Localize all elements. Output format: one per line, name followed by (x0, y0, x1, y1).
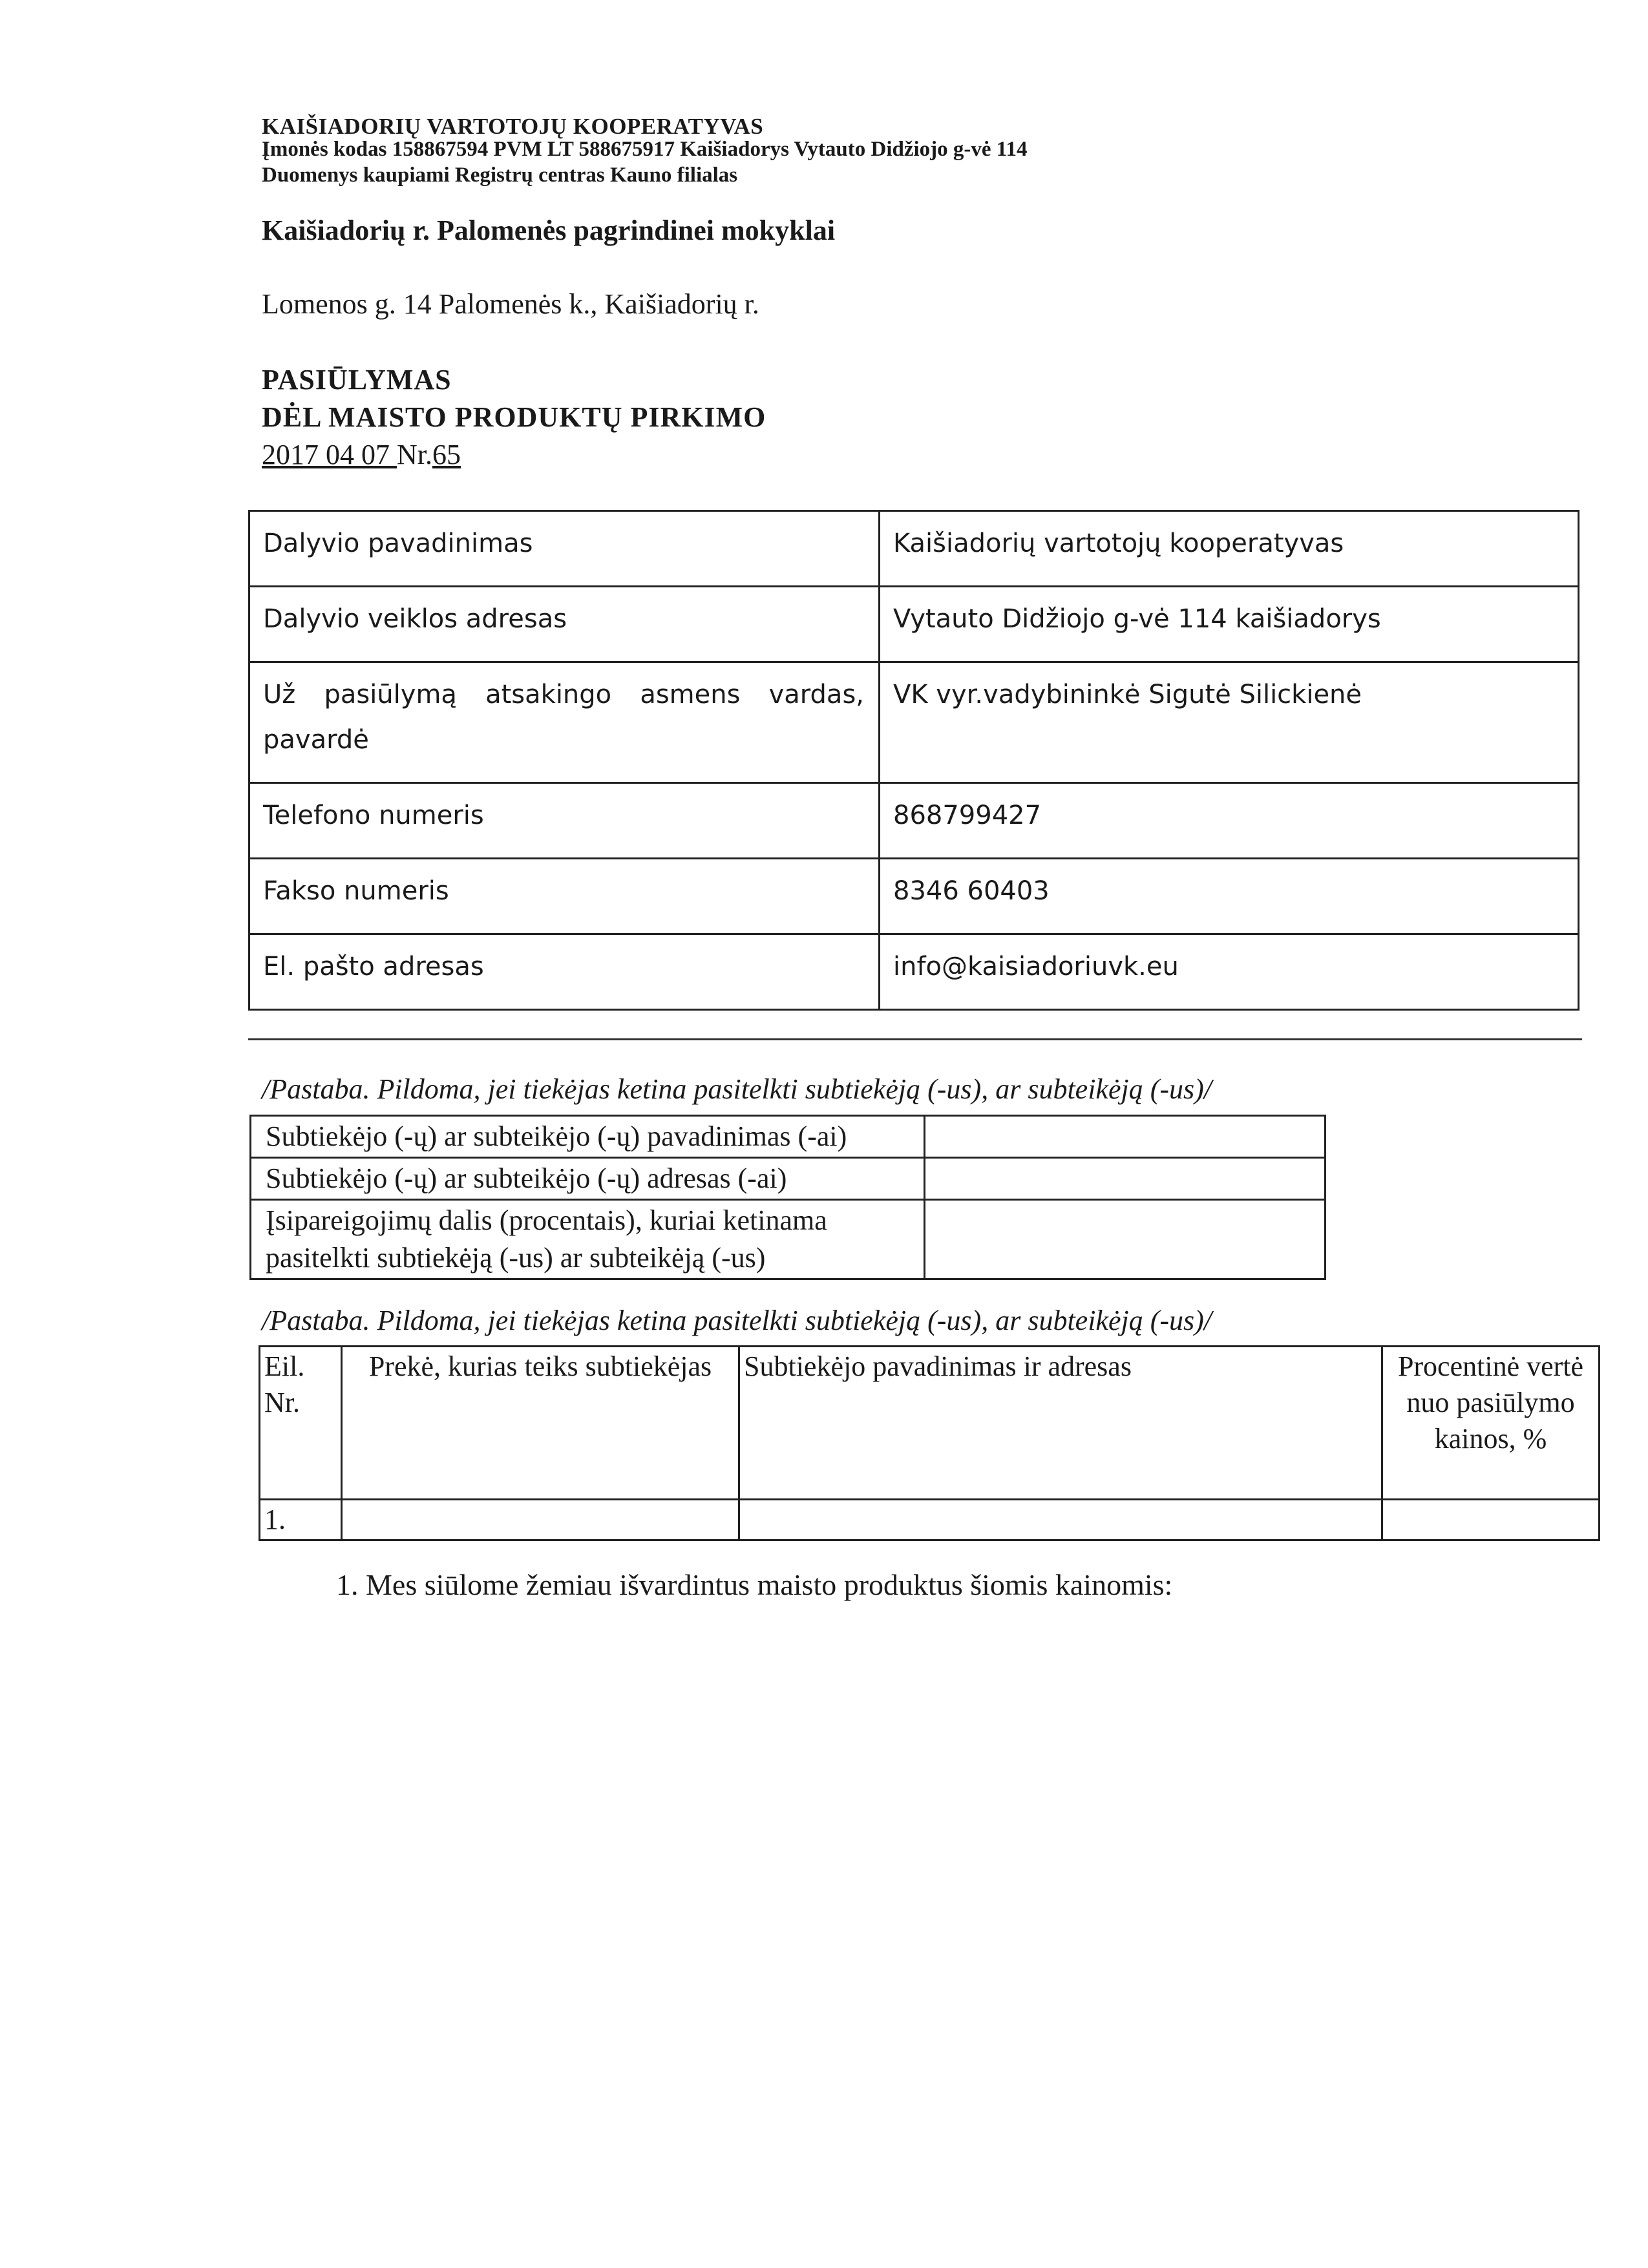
subcontractor-label: Įsipareigojimų dalis (procentais), kuriai ketinama pasitelkti subtiekėją (-us) ar subteikėją (-us) (251, 1200, 925, 1279)
table-row (260, 1500, 1600, 1540)
participant-label: Dalyvio veiklos adresas (249, 587, 880, 662)
header-percent: Procentinė vertė nuo pasiūlymo kainos, % (1382, 1347, 1600, 1500)
subcontractor-label: Subtiekėjo (-ų) ar subteikėjo (-ų) adresas (-ai) (251, 1158, 925, 1200)
offer-statement: 1. Mes siūlome žemiau išvardintus maisto produktus šiomis kainomis: (336, 1568, 1173, 1601)
participant-value: Vytauto Didžiojo g-vė 114 kaišiadorys (880, 587, 1579, 662)
registry-line: Duomenys kaupiami Registrų centras Kauno filialas (262, 163, 738, 187)
table-row (249, 934, 1579, 1010)
subcontractor-value (925, 1158, 1326, 1200)
participant-value: 8346 60403 (880, 859, 1579, 934)
table-row (249, 783, 1579, 859)
subcontractor-value (925, 1200, 1326, 1279)
header-subcontractor: Subtiekėjo pavadinimas ir adresas (739, 1347, 1382, 1500)
document-number: 65 (432, 439, 461, 470)
participant-label: El. pašto adresas (249, 934, 880, 1010)
section-divider (248, 1038, 1582, 1040)
header-item: Prekė, kurias teiks subtiekėjas (342, 1347, 739, 1500)
participant-label: Telefono numeris (249, 783, 880, 859)
document-date: 2017 04 07 (262, 439, 397, 470)
document-number-prefix: Nr. (397, 439, 432, 470)
subcontractor-value (925, 1116, 1326, 1158)
note-subcontractor-items: /Pastaba. Pildoma, jei tiekėjas ketina pasitelkti subtiekėją (-us), ar subteikėją (-us)/ (262, 1305, 1212, 1336)
participant-label-cell (249, 662, 880, 783)
document-date-number (262, 438, 461, 471)
table-row (251, 1200, 1326, 1279)
table-header-row (260, 1347, 1600, 1500)
participant-label: Dalyvio pavadinimas (249, 511, 880, 587)
table-row (249, 511, 1579, 587)
subcontractor-label: Subtiekėjo (-ų) ar subteikėjo (-ų) pavadinimas (-ai) (251, 1116, 925, 1158)
cell-nr: 1. (260, 1500, 342, 1540)
recipient-address: Lomenos g. 14 Palomenės k., Kaišiadorių r. (262, 288, 759, 320)
note-subcontractors: /Pastaba. Pildoma, jei tiekėjas ketina pasitelkti subtiekėją (-us), ar subteikėją (-us)/ (262, 1073, 1212, 1105)
cell-item (342, 1500, 739, 1540)
header-nr: Eil. Nr. (260, 1347, 342, 1500)
company-code-line: Įmonės kodas 158867594 PVM LT 588675917 Kaišiadorys Vytauto Didžiojo g-vė 114 (262, 138, 1028, 161)
table-row (251, 1158, 1326, 1200)
participant-label: Fakso numeris (249, 859, 880, 934)
subcontractor-items-table (259, 1345, 1600, 1541)
participant-value: info@kaisiadoriuvk.eu (880, 934, 1579, 1010)
participant-value: 868799427 (880, 783, 1579, 859)
cell-percent (1382, 1500, 1600, 1540)
participant-value: Kaišiadorių vartotojų kooperatyvas (880, 511, 1579, 587)
table-row (249, 587, 1579, 662)
subcontractor-table (249, 1115, 1326, 1280)
participant-value: VK vyr.vadybininkė Sigutė Silickienė (880, 662, 1579, 783)
table-row (249, 859, 1579, 934)
table-row (249, 662, 1579, 783)
participant-label: Už pasiūlymą atsakingo asmens vardas, pavardė (263, 680, 864, 755)
table-row (251, 1116, 1326, 1158)
recipient-name: Kaišiadorių r. Palomenės pagrindinei mokyklai (262, 215, 836, 246)
cell-subcontractor (739, 1500, 1382, 1540)
participant-table (248, 510, 1579, 1011)
company-name: KAIŠIADORIŲ VARTOTOJŲ KOOPERATYVAS (262, 114, 764, 139)
document-type: PASIŪLYMAS (262, 364, 452, 395)
document-subject: DĖL MAISTO PRODUKTŲ PIRKIMO (262, 401, 766, 433)
